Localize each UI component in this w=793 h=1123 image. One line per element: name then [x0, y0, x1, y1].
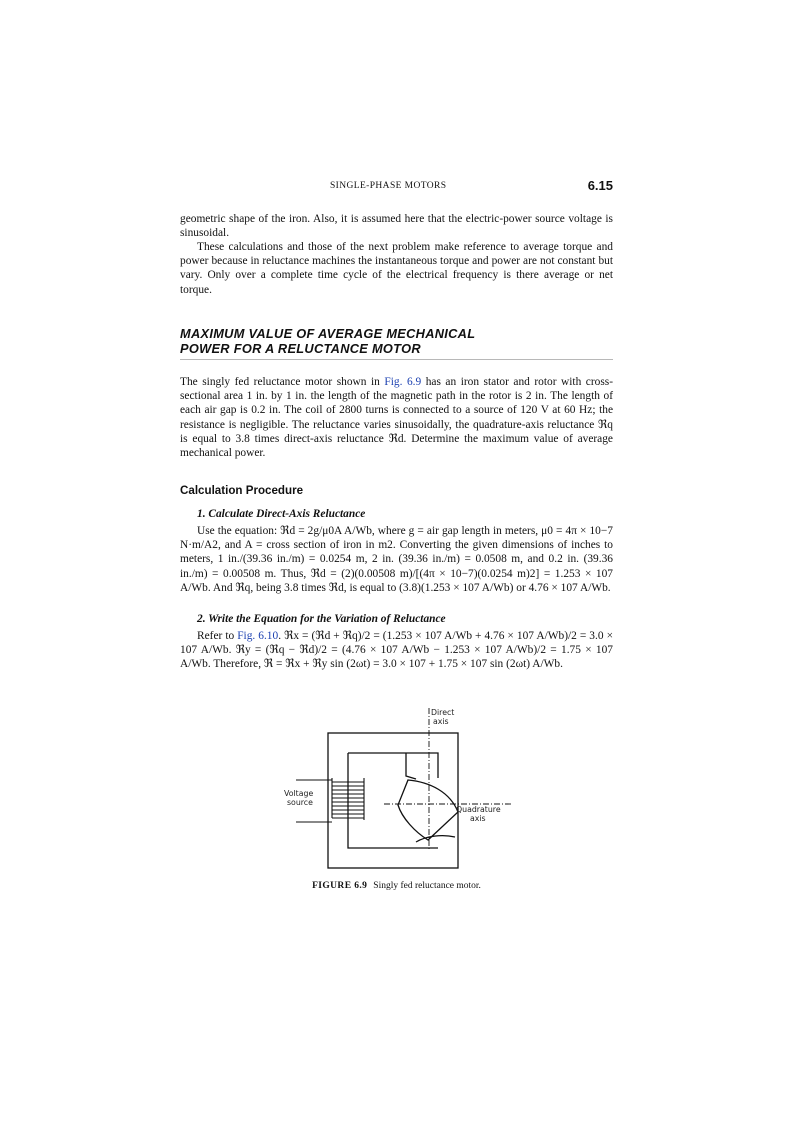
- step-2-refer: Refer to: [197, 630, 238, 642]
- step-2-text: [180, 629, 613, 672]
- intro-paragraph-2: These calculations and those of the next problem make reference to average torque and power because in reluctance machines the instantaneous torque and power are not constant but vary. Only over a complete time cycle of the electrical frequency is there average or net torque.: [180, 241, 613, 296]
- section-heading: [180, 326, 613, 360]
- rotor: [398, 780, 458, 840]
- step-2-body: . ℜx = (ℜd + ℜq)/2 = (1.253 × 107 A/Wb + 4.76 × 107 A/Wb)/2 = 3.0 × 107 A/Wb. ℜy = (ℜq − ℜd)/2 = (4.76 × 107 A/Wb − 1.253 × 107 A/Wb)/2 = 1.75 × 107 A/Wb. Therefore, ℜ = ℜx + ℜy sin (2ωt) = 3.0 × 107 + 1.75 × 107 sin (2ωt) A/Wb.: [180, 630, 613, 671]
- reluctance-motor-diagram: [280, 700, 520, 875]
- label-quadrature: Quadrature: [456, 805, 501, 814]
- label-quadrature-axis: axis: [470, 814, 486, 823]
- running-title: SINGLE-PHASE MOTORS: [330, 181, 447, 191]
- label-source: source: [287, 798, 313, 807]
- label-direct: Direct: [431, 708, 455, 717]
- label-voltage: Voltage: [284, 789, 314, 798]
- step-1-text: Use the equation: ℜd = 2g/μ0A A/Wb, where g = air gap length in meters, μ0 = 4π × 10−7 N·m/A2, and A = cross section of iron in m2. Converting the given dimensions of inches to meters, 1 in./(39.36 in./m) = 0.0254 m, 2 in. (39.36 in./m) = 0.0508 m, and 0.2 in. (39.36 in./m) = 0.00508 m. Thus, ℜd = (2)(0.00508 m)/[(4π × 10−7)(0.0254 m)2] = 1.253 × 107 A/Wb. And ℜq, being 3.8 times ℜd, is equal to (3.8)(1.253 × 107 A/Wb) or 4.76 × 107 A/Wb.: [180, 525, 613, 594]
- figure-caption-text: Singly fed reluctance motor.: [373, 881, 481, 891]
- figure-caption: [180, 881, 613, 891]
- figure-6-9: [280, 700, 520, 875]
- figure-6-9-link[interactable]: Fig. 6.9: [384, 376, 422, 388]
- step-2-heading: 2. Write the Equation for the Variation of Reluctance: [197, 613, 446, 625]
- problem-text-b: has an iron stator and rotor with cross-sectional area 1 in. by 1 in. the length of the magnetic path in the rotor is 2 in. The length of each air gap is 0.2 in. The coil of 2800 turns is connected to a source of 120 V at 60 Hz; the resistance is negligible. The reluctance varies sinusoidally, the quadrature-axis reluctance ℜq is equal to 3.8 times direct-axis reluctance ℜd. Determine the maximum value of average mechanical power.: [180, 376, 613, 460]
- stator-core: [328, 733, 458, 868]
- section-heading-line-2: POWER FOR A RELUCTANCE MOTOR: [180, 341, 421, 356]
- figure-6-10-link[interactable]: Fig. 6.10: [237, 630, 279, 642]
- intro-paragraph-1: geometric shape of the iron. Also, it is assumed here that the electric-power source voltage is sinusoidal.: [180, 213, 613, 240]
- problem-statement: [180, 375, 613, 460]
- problem-text-a: The singly fed reluctance motor shown in: [180, 376, 385, 388]
- step-1-heading: 1. Calculate Direct-Axis Reluctance: [197, 508, 366, 520]
- running-header: [180, 178, 613, 197]
- figure-caption-label: FIGURE 6.9: [312, 881, 368, 891]
- label-direct-axis: axis: [433, 717, 449, 726]
- calculation-procedure-heading: Calculation Procedure: [180, 484, 304, 497]
- section-heading-line-1: MAXIMUM VALUE OF AVERAGE MECHANICAL: [180, 326, 476, 341]
- page-number: 6.15: [587, 178, 613, 193]
